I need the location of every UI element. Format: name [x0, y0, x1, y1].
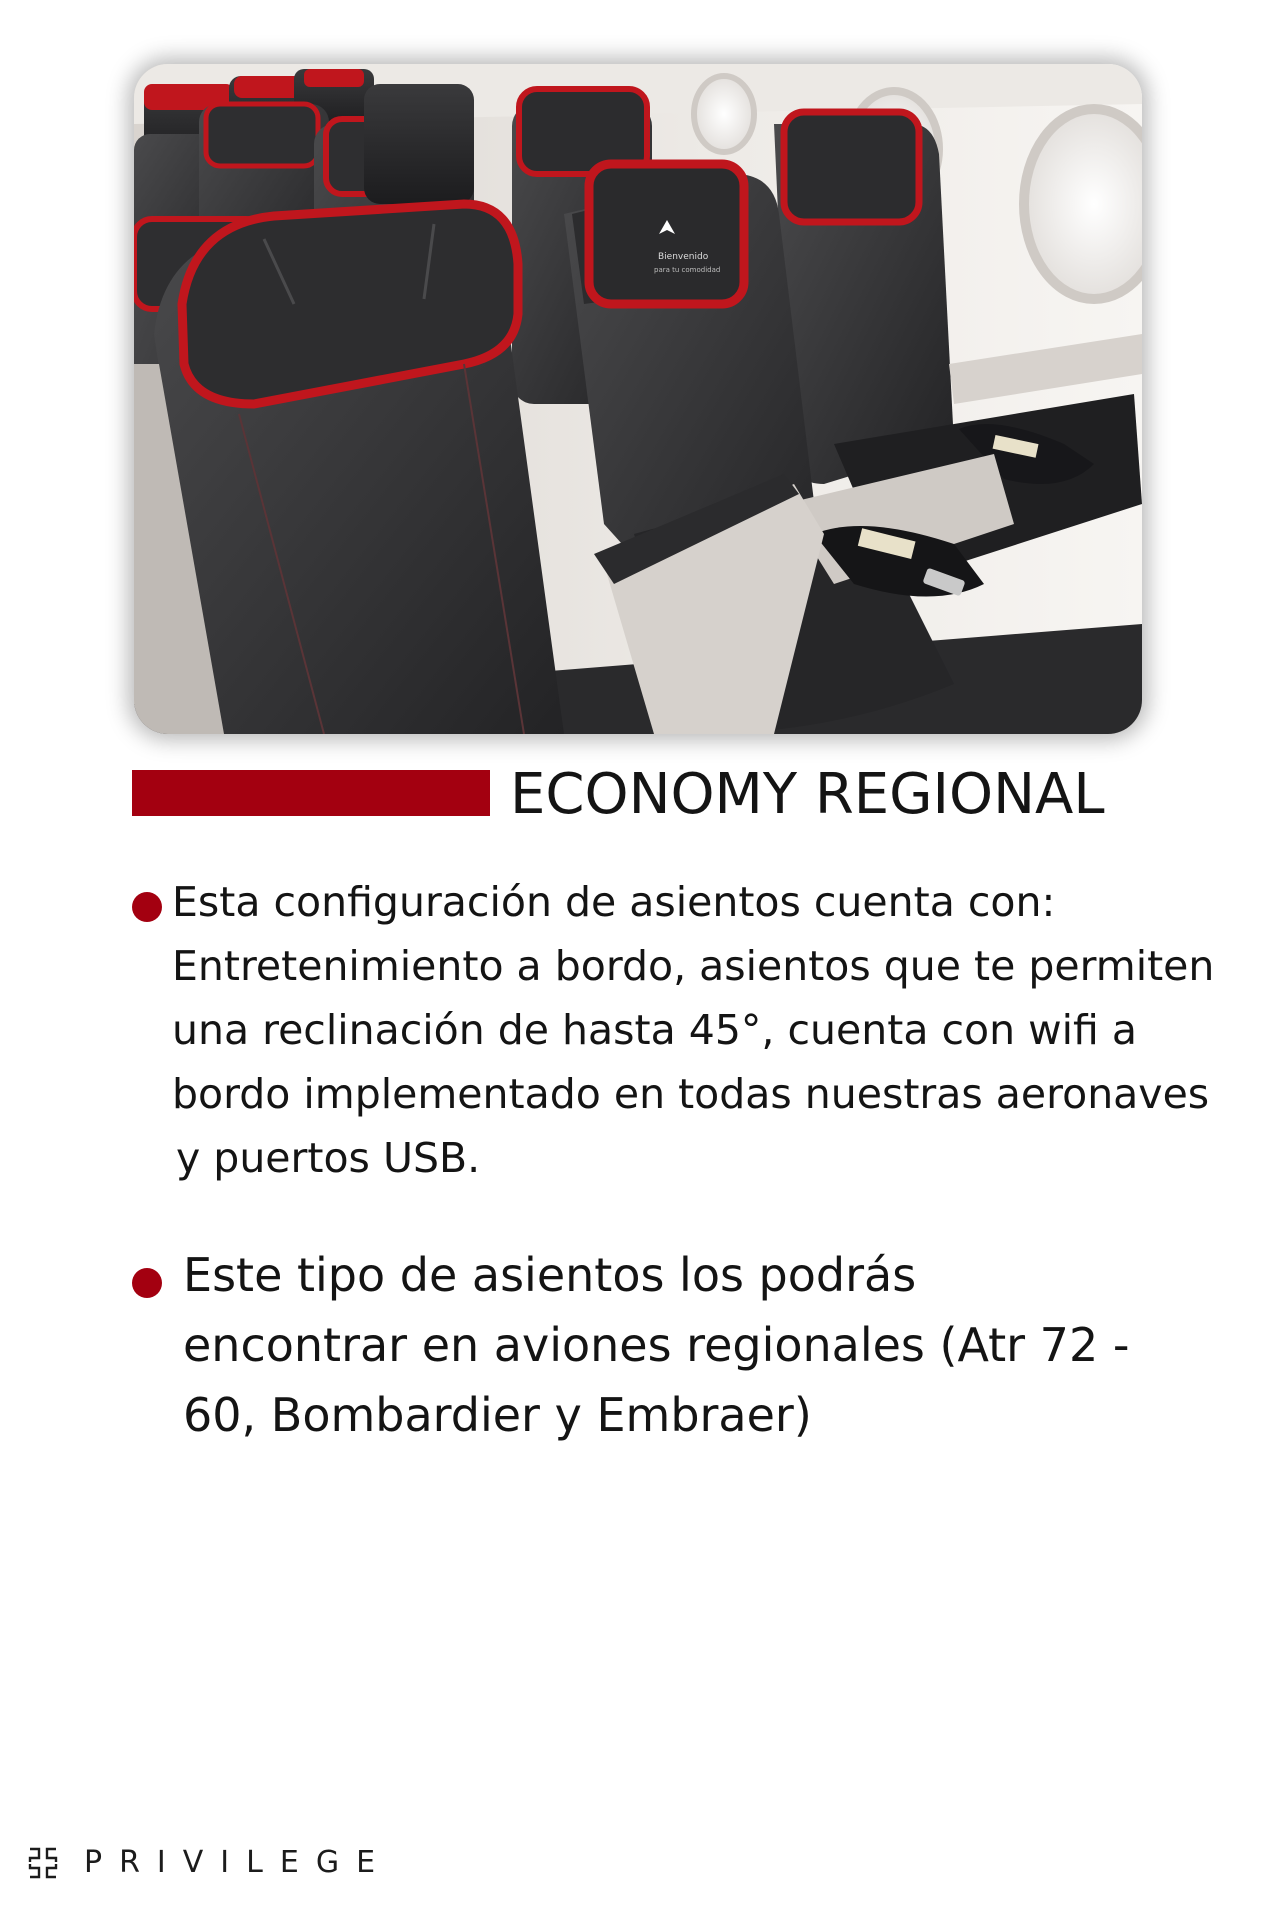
seats-photo: [134, 64, 1142, 734]
paragraph-line: y puertos USB.: [176, 1134, 481, 1182]
paragraph-line: encontrar en aviones regionales (Atr 72 -: [183, 1318, 1130, 1372]
headrest-label-2: para tu comodidad: [654, 266, 721, 274]
paragraph-line: una reclinación de hasta 45°, cuenta con wifi a: [172, 1006, 1138, 1054]
bullet-paragraph-1: [172, 870, 1214, 1190]
paragraph-line: bordo implementado en todas nuestras aeronaves: [172, 1070, 1210, 1118]
brand-wordmark: PRIVILEGE: [84, 1845, 393, 1880]
privilege-monogram-icon: [27, 1846, 59, 1880]
bullet-paragraph-2: [183, 1240, 1129, 1450]
bullet-dot: [132, 1268, 162, 1298]
seats-illustration: [134, 64, 1142, 734]
title-accent-bar: [132, 770, 490, 816]
paragraph-line: Entretenimiento a bordo, asientos que te permiten: [172, 942, 1215, 990]
paragraph-line: Esta configuración de asientos cuenta con:: [172, 878, 1056, 926]
paragraph-line: Este tipo de asientos los podrás: [183, 1248, 917, 1302]
section-title: ECONOMY REGIONAL: [510, 762, 1105, 827]
bullet-dot: [132, 892, 162, 922]
headrest-label-1: Bienvenido: [658, 252, 709, 262]
paragraph-line: 60, Bombardier y Embraer): [183, 1388, 812, 1442]
